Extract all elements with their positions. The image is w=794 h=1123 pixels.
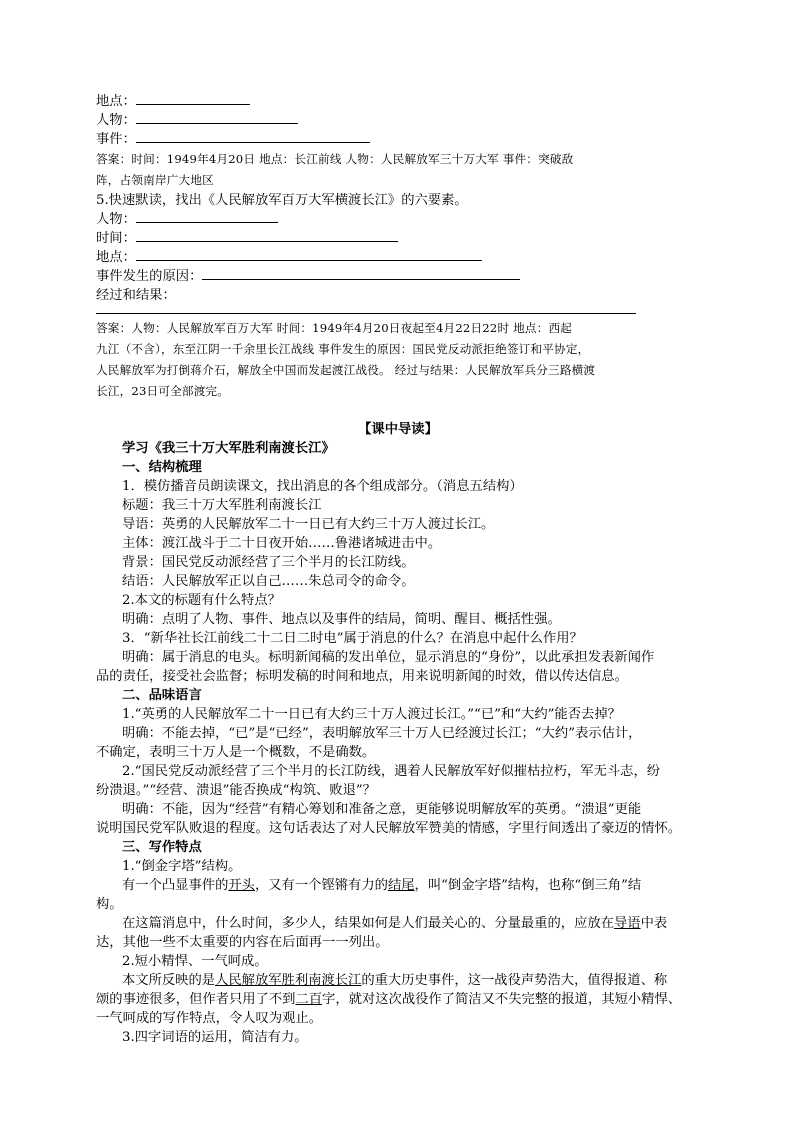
s3-point-3: 3.四字词语的运用，简洁有力。 xyxy=(122,1030,308,1045)
person-field-row xyxy=(96,111,700,130)
s3-point-2a-line-2: 颂的事迹很多，但作者只用了不到二百字，就对这次战役作了简洁又不失完整的报道，其短小精悍、 xyxy=(96,992,682,1007)
q5-person-blank[interactable] xyxy=(136,210,278,223)
heading-language: 二、品味语言 xyxy=(122,688,202,703)
s2-question-1: 1.“英勇的人民解放军二十一日已有大约三十万人渡过长江。”“已”和“大约”能否去掉？ xyxy=(122,707,621,722)
s1-question-3: 3．“新华社长江前线二十二日二时电”属于消息的什么？在消息中起什么作用？ xyxy=(122,631,583,646)
s2-question-2-line-1: 2.“国民党反动派经营了三个半月的长江防线，遇着人民解放军好似摧枯拉朽，军无斗志，纷 xyxy=(122,764,661,779)
s1-lead-part: 导语：英勇的人民解放军二十一日已有大约三十万人渡过长江。 xyxy=(122,517,495,532)
s2-answer-1-line-2: 不确定，表明三十万人是一个概数，不是确数。 xyxy=(96,745,376,760)
s3-point-2: 2.短小精悍、一气呵成。 xyxy=(122,954,268,969)
q5-process-blank[interactable] xyxy=(96,305,636,314)
answer-5-line-1: 答案：人物：人民解放军百万大军 时间：1949年4月20日夜起至4月22日22时 地点：西起 xyxy=(96,321,573,335)
s1-title-part: 标题：我三十万大军胜利南渡长江 xyxy=(122,498,322,513)
s3-point-2a-line-3: 一气呵成的写作特点，令人叹为观止。 xyxy=(96,1011,323,1026)
place-label: 地点： xyxy=(96,94,136,109)
q5-person-label: 人物： xyxy=(96,212,136,227)
place-blank[interactable] xyxy=(136,92,250,105)
underlined-two-hundred: 二百 xyxy=(295,992,323,1007)
section-heading: 【课中导读】 xyxy=(358,422,438,437)
event-label: 事件： xyxy=(96,132,136,147)
person-blank[interactable] xyxy=(136,111,298,124)
s3-point-1b-line-2: 达，其他一些不太重要的内容在后面再一一列出。 xyxy=(96,935,389,950)
s2-question-2-line-2: 纷溃退。”“经营、溃退”能否换成“构筑、败退”？ xyxy=(96,783,376,798)
s1-answer-2: 明确：点明了人物、事件、地点以及事件的结局，简明、醒目、概括性强。 xyxy=(122,612,561,627)
s1-answer-3-line-1: 明确：属于消息的电头。标明新闻稿的发出单位，显示消息的“身份”，以此承担发表新闻作 xyxy=(122,650,655,665)
event-field-row xyxy=(96,130,700,149)
worksheet-page xyxy=(96,92,700,1047)
s3-point-1a-line-2: 构。 xyxy=(96,897,123,912)
s1-ending-part: 结语：人民解放军正以自己……朱总司令的命令。 xyxy=(122,574,415,589)
q5-place-row xyxy=(96,248,700,267)
s1-body-part: 主体：渡江战斗于二十日夜开始……鲁港诸城进击中。 xyxy=(122,536,442,551)
s1-background-part: 背景：国民党反动派经营了三个半月的长江防线。 xyxy=(122,555,415,570)
q5-time-blank[interactable] xyxy=(136,229,398,242)
q5-time-label: 时间： xyxy=(96,231,136,246)
q5-cause-label: 事件发生的原因： xyxy=(96,269,203,284)
q5-process-label: 经过和结果： xyxy=(96,288,176,303)
event-blank[interactable] xyxy=(136,130,370,143)
q5-time-row xyxy=(96,229,700,248)
underlined-opening: 开头 xyxy=(228,878,255,893)
s3-point-1a-line-1: 有一个凸显事件的开头，又有一个铿锵有力的结尾，叫“倒金字塔”结构，也称“倒三角”结 xyxy=(122,878,642,893)
q5-process-row xyxy=(96,286,700,305)
answer-5-line-4: 长江，23日可全部渡完。 xyxy=(96,384,230,398)
s3-point-1b-line-1: 在这篇消息中，什么时间，多少人，结果如何是人们最关心的、分量最重的，应放在导语中表 xyxy=(122,916,668,931)
q5-place-label: 地点： xyxy=(96,250,136,265)
s3-point-1: 1.“倒金字塔”结构。 xyxy=(122,859,242,874)
s3-point-2a-line-1: 本文所反映的是人民解放军胜利南渡长江的重大历史事件，这一战役声势浩大，值得报道、称 xyxy=(122,973,668,988)
s1-answer-3-line-2: 品的责任，接受社会监督；标明发稿的时间和地点，用来说明新闻的时效，借以传达信息。 xyxy=(96,669,628,684)
study-title: 学习《我三十万大军胜利南渡长江》 xyxy=(122,441,335,456)
s2-answer-2-line-2: 说明国民党军队败退的程度。这句话表达了对人民解放军赞美的情感，字里行间透出了豪迈的情怀。 xyxy=(96,821,682,836)
heading-structure: 一、结构梳理 xyxy=(122,460,202,475)
underlined-lead: 导语 xyxy=(613,916,641,931)
q5-place-blank[interactable] xyxy=(136,248,482,261)
heading-writing: 三、写作特点 xyxy=(122,840,202,855)
q5-cause-row xyxy=(96,267,700,286)
q5-cause-blank[interactable] xyxy=(202,267,520,280)
s1-question-1: 1．模仿播音员朗读课文，找出消息的各个组成部分。（消息五结构） xyxy=(122,479,523,494)
q5-person-row xyxy=(96,210,700,229)
answer-5-line-3: 人民解放军为打倒蒋介石，解放全中国而发起渡江战役。 经过与结果：人民解放军兵分三路横渡 xyxy=(96,363,596,377)
person-label: 人物： xyxy=(96,113,136,128)
underlined-ending: 结尾 xyxy=(387,878,415,893)
s2-answer-1-line-1: 明确：不能去掉，“已”是“已经”，表明解放军三十万人已经渡过长江；“大约”表示估计， xyxy=(122,726,642,741)
answer-1-line-2: 阵，占领南岸广大地区 xyxy=(96,173,214,187)
s2-answer-2-line-1: 明确：不能，因为“经营”有精心筹划和准备之意，更能够说明解放军的英勇。“溃退”更能 xyxy=(122,802,642,817)
s1-question-2: 2.本文的标题有什么特点？ xyxy=(122,593,281,608)
answer-1-line-1: 答案：时间：1949年4月20日 地点：长江前线 人物：人民解放军三十万大军 事件：突破敌 xyxy=(96,152,574,166)
answer-5-line-2: 九江（不含），东至江阴一千余里长江战线 事件发生的原因：国民党反动派拒绝签订和平协定， xyxy=(96,342,590,356)
question-5-prompt: 5.快速默读，找出《人民解放军百万大军横渡长江》的六要素。 xyxy=(96,193,468,208)
place-field-row xyxy=(96,92,700,111)
underlined-event: 人民解放军胜利南渡长江 xyxy=(215,973,362,988)
